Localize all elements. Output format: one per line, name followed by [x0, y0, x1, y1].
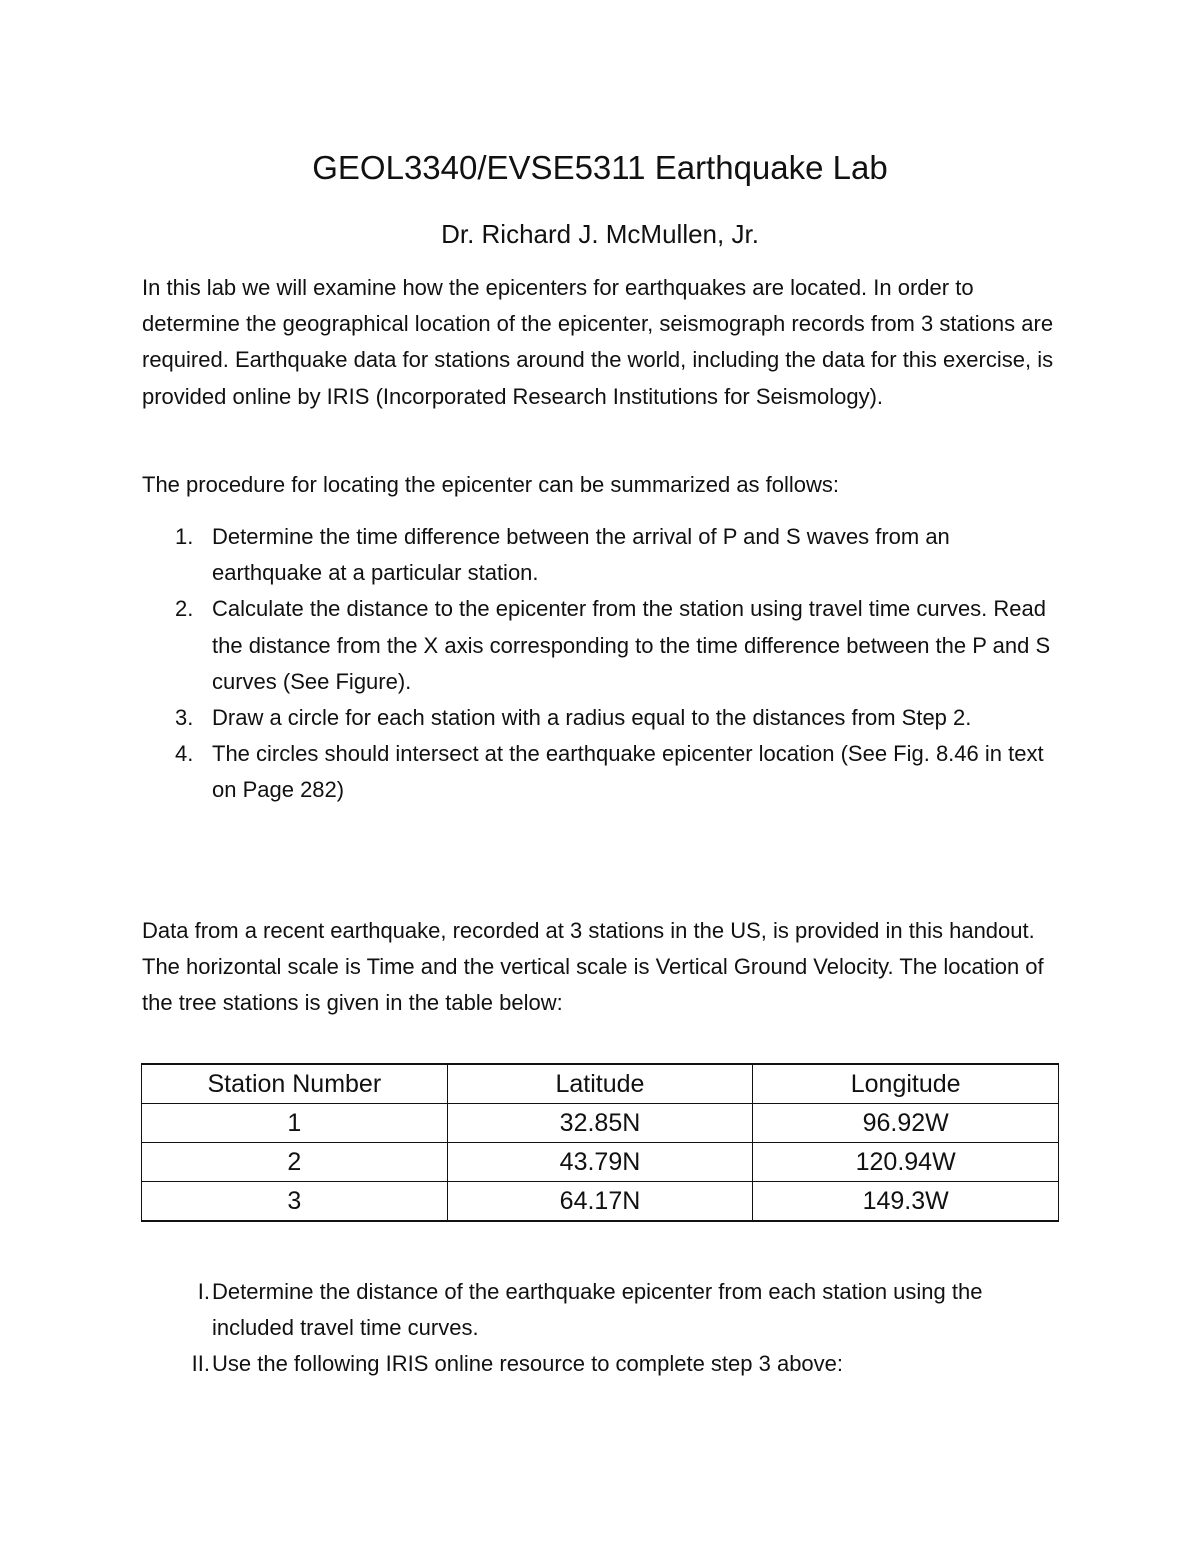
task-number: I.	[197, 1279, 210, 1304]
step-number: 1.	[175, 524, 194, 549]
longitude-cell: 120.94W	[753, 1143, 1059, 1182]
table-row	[142, 1182, 1059, 1222]
intro-paragraph: In this lab we will examine how the epicenters for earthquakes are located. In order to determine the geographical location of the epicenter, seismograph records from 3 stations are required. Earthquake data for stations around the world, including the data for this exercise, is provided online by IRIS (Incorporated Research Institutions for Seismology).	[142, 275, 1054, 409]
table-row	[142, 1104, 1059, 1143]
header-station-number: Station Number	[142, 1064, 448, 1104]
header-longitude: Longitude	[753, 1064, 1059, 1104]
document-title: GEOL3340/EVSE5311 Earthquake Lab	[312, 149, 888, 186]
station-table	[141, 1063, 1059, 1222]
longitude-cell: 96.92W	[753, 1104, 1059, 1143]
step-text: Calculate the distance to the epicenter from the station using travel time curves. Read the distance from the X axis corresponding to the time difference between the P and S curves (See Figure).	[212, 596, 1051, 694]
task-text: Determine the distance of the earthquake epicenter from each station using the included travel time curves.	[212, 1279, 983, 1341]
step-number: 3.	[175, 705, 194, 731]
latitude-cell: 43.79N	[447, 1143, 753, 1182]
data-paragraph: Data from a recent earthquake, recorded at 3 stations in the US, is provided in this handout. The horizontal scale is Time and the vertical scale is Vertical Ground Velocity. The location of the tree stations is given in the table below:	[142, 918, 1044, 1016]
list-item	[142, 591, 1062, 700]
task-list	[142, 1274, 1062, 1383]
list-item	[142, 1346, 1062, 1382]
list-item	[142, 1274, 1062, 1346]
procedure-intro: The procedure for locating the epicenter can be summarized as follows:	[142, 472, 840, 497]
step-text: Draw a circle for each station with a radius equal to the distances from Step 2.	[212, 705, 972, 731]
latitude-cell: 64.17N	[447, 1182, 753, 1222]
latitude-cell: 32.85N	[447, 1104, 753, 1143]
table-row	[142, 1143, 1059, 1182]
header-latitude: Latitude	[447, 1064, 753, 1104]
task-text: Use the following IRIS online resource to complete step 3 above:	[212, 1351, 844, 1377]
table-header-row	[142, 1064, 1059, 1104]
step-number: 2.	[175, 596, 194, 622]
list-item	[142, 700, 1062, 736]
task-number: II.	[191, 1351, 210, 1377]
step-text: The circles should intersect at the earthquake epicenter location (See Fig. 8.46 in text on Page 282)	[212, 741, 1044, 803]
procedure-steps	[142, 519, 1062, 809]
list-item	[142, 519, 1062, 591]
step-text: Determine the time difference between the arrival of P and S waves from an earthquake at a particular station.	[212, 524, 950, 586]
longitude-cell: 149.3W	[753, 1182, 1059, 1222]
station-number-cell: 1	[142, 1104, 448, 1143]
station-number-cell: 3	[142, 1182, 448, 1222]
list-item	[142, 736, 1062, 808]
station-table-wrapper	[141, 1063, 1059, 1222]
author-line: Dr. Richard J. McMullen, Jr.	[441, 219, 759, 249]
step-number: 4.	[175, 741, 194, 767]
station-number-cell: 2	[142, 1143, 448, 1182]
